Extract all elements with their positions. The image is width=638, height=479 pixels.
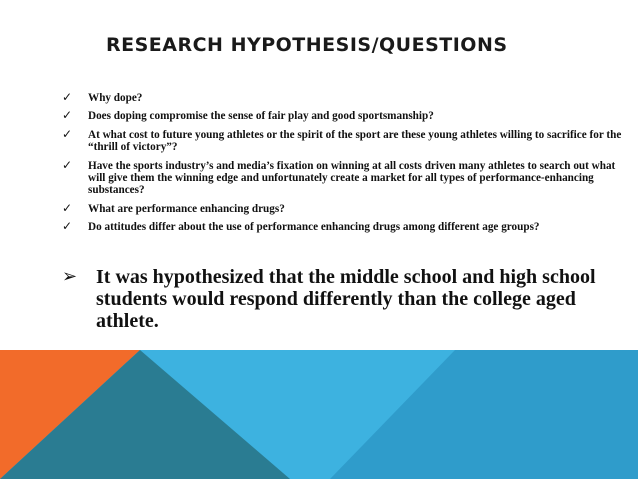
question-text: Why dope?: [88, 92, 143, 104]
question-text: At what cost to future young athletes or the spirit of the sport are these young athletes willing to sacrifice for the “thrill of victory”?: [88, 128, 622, 154]
checkmark-icon: ✓: [62, 200, 73, 215]
checkmark-icon: ✓: [62, 219, 73, 234]
checkmark-icon: ✓: [62, 108, 73, 123]
slide-title: RESEARCH HYPOTHESIS/QUESTIONS: [106, 34, 508, 56]
question-text: Does doping compromise the sense of fair play and good sportsmanship?: [88, 110, 434, 123]
hypothesis-text: It was hypothesized that the middle school and high school students would respond differently than the college aged athlete.: [96, 266, 596, 332]
checkmark-icon: ✓: [62, 126, 73, 141]
arrow-bullet-icon: ➢: [62, 266, 78, 287]
question-text: Do attitudes differ about the use of performance enhancing drugs among different age groups?: [88, 221, 540, 234]
question-text: Have the sports industry’s and media’s fixation on winning at all costs driven many athletes to search out what will give them the winning edge and unfortunately create a market for all types of performance-enhancing substances?: [88, 159, 616, 197]
checkmark-icon: ✓: [62, 90, 73, 104]
checkmark-icon: ✓: [62, 157, 73, 172]
question-text: What are performance enhancing drugs?: [88, 202, 285, 215]
